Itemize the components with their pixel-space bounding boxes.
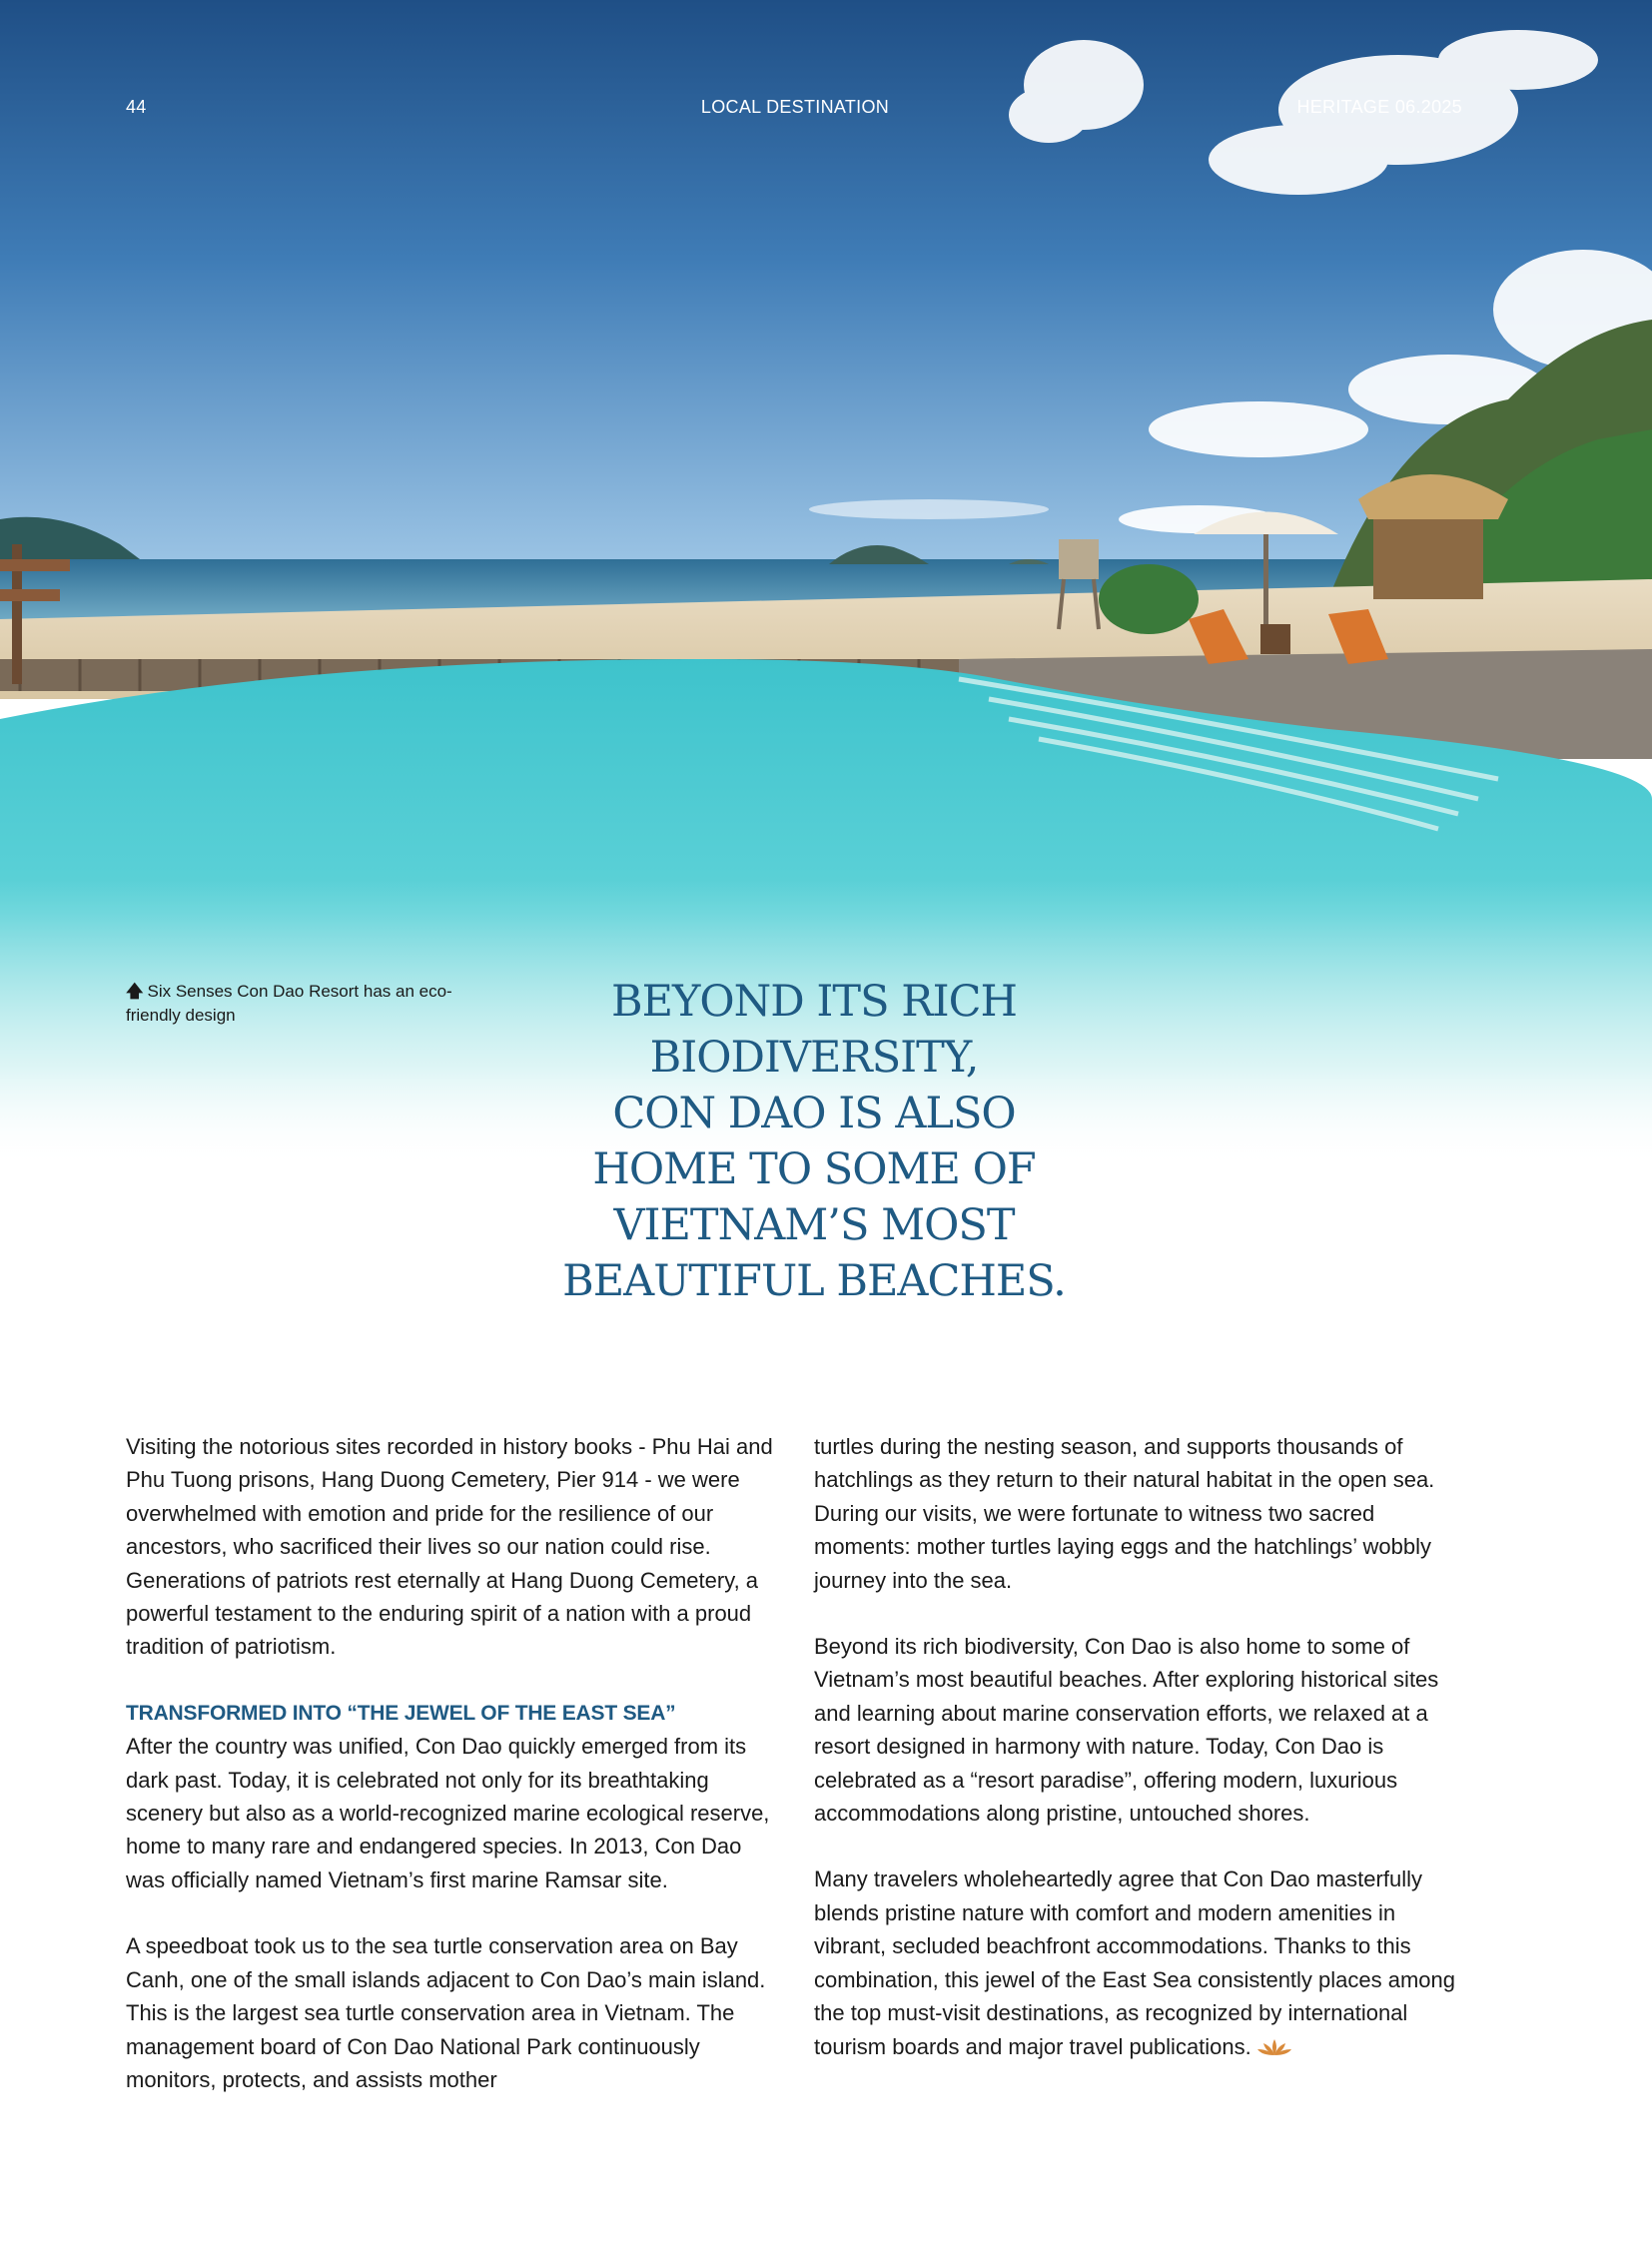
- caption-text: Six Senses Con Dao Resort has an eco-friendly design: [126, 982, 452, 1025]
- article-paragraph: Visiting the notorious sites recorded in history books - Phu Hai and Phu Tuong prisons, Hang Duong Cemetery, Pier 914 - we were overwhelmed with emotion and pride for the resilience of our ancestors, who sacrificed their lives so our nation could rise. Generations of patriots rest eternally at Hang Duong Cemetery, a powerful testament to the enduring spirit of a nation with a proud tradition of patriotism.: [126, 1434, 773, 1660]
- pull-quote-line: BEAUTIFUL BEACHES.: [562, 1256, 1066, 1306]
- page-number: 44: [126, 97, 147, 117]
- pull-quote-line: VIETNAM’S MOST: [613, 1200, 1015, 1250]
- article-paragraph-last: [814, 1863, 1463, 2065]
- article-paragraph: A speedboat took us to the sea turtle conservation area on Bay Canh, one of the small islands adjacent to Con Dao’s main island. This is the largest sea turtle conservation area in Vietnam. The management board of Con Dao National Park continuously monitors, protects, and assists mother: [126, 1933, 766, 2092]
- pull-quote-line: BIODIVERSITY,: [649, 1033, 979, 1083]
- pull-quote-line: CON DAO IS ALSO: [612, 1089, 1016, 1138]
- pull-quote-line: BEYOND ITS RICH: [611, 977, 1017, 1027]
- issue-label: HERITAGE 06.2025: [1296, 97, 1462, 117]
- article-paragraph: After the country was unified, Con Dao quickly emerged from its dark past. Today, it is celebrated not only for its breathtaking scenery but also as a world-recognized marine ecological reserve, home to many rare and endangered species. In 2013, Con Dao was officially named Vietnam’s first marine Ramsar site.: [126, 1734, 770, 1892]
- article-paragraph: turtles during the nesting season, and supports thousands of hatchlings as they return to their natural habitat in the open sea. During our visits, we were fortunate to witness two sacred moments: mother turtles laying eggs and the hatchlings’ wobbly journey into the sea.: [814, 1434, 1435, 1593]
- article-subheading: TRANSFORMED INTO “THE JEWEL OF THE EAST SEA”: [126, 1701, 676, 1725]
- arrow-up-icon: 🡅: [126, 982, 144, 1001]
- section-title: LOCAL DESTINATION: [700, 97, 890, 117]
- article-column-right: [814, 1430, 1463, 2099]
- article-column-left: [126, 1430, 775, 2129]
- photo-caption: [126, 980, 455, 1028]
- lotus-icon: [1257, 2033, 1291, 2066]
- article-paragraph: Beyond its rich biodiversity, Con Dao is also home to some of Vietnam’s most beautiful beaches. After exploring historical sites and learning about marine conservation efforts, we relaxed at a resort designed in harmony with nature. Today, Con Dao is celebrated as a “resort paradise”, offering modern, luxurious accommodations along pristine, untouched shores.: [814, 1634, 1439, 1827]
- pull-quote: [559, 974, 1069, 1309]
- article-paragraph-text: Many travelers wholeheartedly agree that Con Dao masterfully blends pristine nature with comfort and modern amenities in vibrant, secluded beachfront accommodations. Thanks to this combination, this jewel of the East Sea consistently places among the top must-visit destinations, as recognized by international tourism boards and major travel publications.: [814, 1867, 1456, 2059]
- pull-quote-line: HOME TO SOME OF: [592, 1144, 1036, 1194]
